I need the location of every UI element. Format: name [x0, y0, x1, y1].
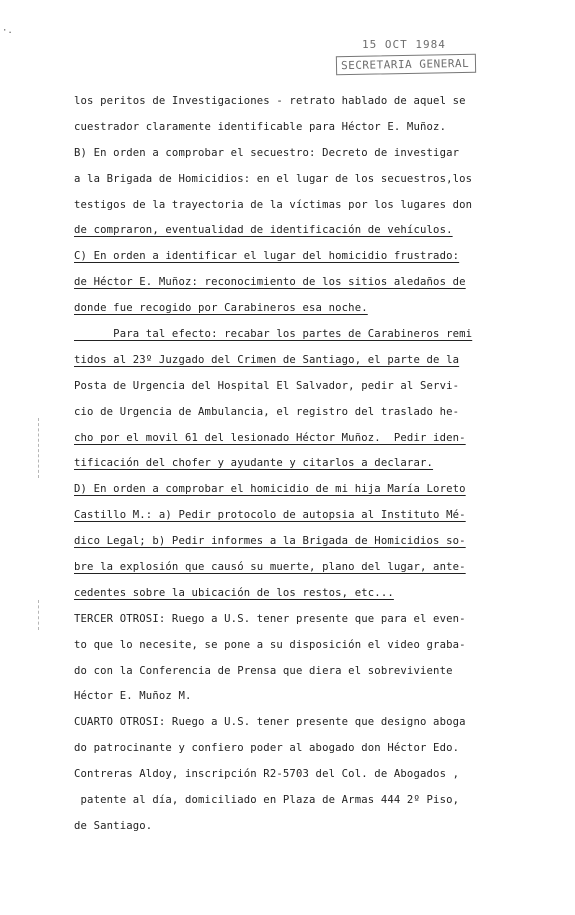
text-line: D) En orden a comprobar el homicidio de mi hija María Loreto — [74, 483, 466, 496]
text-line: cuestrador claramente identificable para Héctor E. Muñoz. — [74, 120, 447, 133]
text-line: de compraron, eventualidad de identificación de vehículos. — [74, 224, 453, 237]
text-line: testigos de la trayectoria de la víctimas por los lugares don — [74, 198, 473, 211]
text-line: de Santiago. — [74, 819, 153, 832]
text-line: Castillo M.: a) Pedir protocolo de autopsia al Instituto Mé- — [74, 509, 466, 522]
text-line: cio de Urgencia de Ambulancia, el registro del traslado he- — [74, 405, 460, 418]
received-stamp — [336, 38, 476, 74]
text-line: donde fue recogido por Carabineros esa noche. — [74, 302, 368, 315]
text-line: do patrocinante y confiero poder al abogado don Héctor Edo. — [74, 742, 460, 755]
stamp-office: SECRETARIA GENERAL — [336, 54, 476, 75]
text-line: Posta de Urgencia del Hospital El Salvador, pedir al Servi- — [74, 379, 460, 392]
margin-mark — [38, 418, 39, 478]
text-line: CUARTO OTROSI: Ruego a U.S. tener presente que designo aboga — [74, 716, 466, 729]
text-line: B) En orden a comprobar el secuestro: Decreto de investigar — [74, 146, 460, 159]
text-line: to que lo necesite, se pone a su disposición el video graba- — [74, 638, 466, 651]
text-line: Para tal efecto: recabar los partes de Carabineros remi — [74, 328, 473, 341]
text-line: a la Brigada de Homicidios: en el lugar de los secuestros,los — [74, 172, 473, 185]
text-line: tificación del chofer y ayudante y citarlos a declarar. — [74, 457, 434, 470]
text-line: cho por el movil 61 del lesionado Héctor Muñoz. Pedir iden- — [74, 431, 466, 444]
corner-mark: ·. — [2, 26, 13, 36]
text-line: dico Legal; b) Pedir informes a la Brigada de Homicidios so- — [74, 535, 466, 548]
text-line: de Héctor E. Muñoz: reconocimiento de los sitios aledaños de — [74, 276, 466, 289]
text-line: cedentes sobre la ubicación de los restos, etc... — [74, 586, 394, 599]
text-line: C) En orden a identificar el lugar del homicidio frustrado: — [74, 250, 460, 263]
text-line: Contreras Aldoy, inscripción R2-5703 del Col. de Abogados , — [74, 768, 460, 781]
text-line: TERCER OTROSI: Ruego a U.S. tener presente que para el even- — [74, 612, 466, 625]
text-line: los peritos de Investigaciones - retrato hablado de aquel se — [74, 95, 466, 107]
margin-mark — [38, 600, 39, 630]
text-line: tidos al 23º Juzgado del Crimen de Santiago, el parte de la — [74, 353, 460, 366]
text-line: do con la Conferencia de Prensa que diera el sobreviviente — [74, 664, 453, 677]
text-line: bre la explosión que causó su muerte, plano del lugar, ante- — [74, 561, 466, 574]
text-line: patente al día, domiciliado en Plaza de Armas 444 2º Piso, — [74, 794, 460, 807]
stamp-date: 15 OCT 1984 — [362, 38, 446, 51]
document-body — [74, 92, 524, 843]
text-line: Héctor E. Muñoz M. — [74, 690, 192, 703]
